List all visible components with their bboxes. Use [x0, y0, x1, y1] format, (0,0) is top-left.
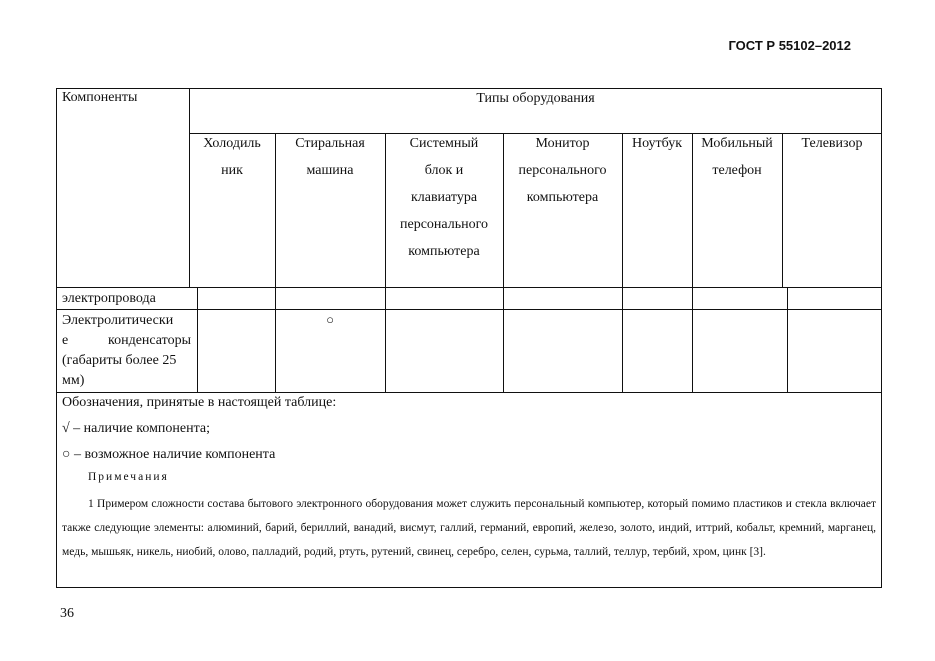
column-header-mobile-phone: Мобильный телефон: [701, 136, 773, 178]
table-rule: [503, 287, 504, 392]
column-header-tv: Телевизор: [801, 136, 863, 151]
table-rule: [56, 392, 882, 393]
column-header-laptop: Ноутбук: [631, 136, 683, 151]
table-rule: [197, 287, 198, 392]
column-header-refrigerator: Холодиль ник: [203, 136, 261, 178]
table-rule: [692, 287, 693, 392]
row-label-capacitors: Электролитически е конденсаторы (габариты более 25 мм): [62, 313, 191, 388]
column-header-system-unit: Системный блок и клавиатура персонального компьютера: [399, 136, 488, 259]
table-rule: [385, 287, 386, 392]
legend-intro: Обозначения, принятые в настоящей таблице:: [62, 395, 337, 410]
table-rule: [56, 287, 882, 288]
corner-header: Компоненты: [62, 90, 138, 105]
notes-title: Примечания: [88, 471, 169, 483]
document-code: ГОСТ Р 55102–2012: [728, 38, 851, 53]
legend-possible: ○ – возможное наличие компонента: [62, 447, 276, 462]
group-header: Типы оборудования: [476, 91, 595, 106]
column-header-washing-machine: Стиральная машина: [295, 136, 365, 178]
table-rule: [787, 287, 788, 392]
table-rule: [275, 287, 276, 392]
row-label-wires: электропровода: [62, 291, 156, 306]
page-number: 36: [60, 606, 74, 621]
cell-mark-washing-machine: ○: [326, 312, 334, 327]
table-rule: [189, 88, 190, 287]
column-header-monitor: Монитор персонального компьютера: [518, 136, 607, 205]
notes-text: 1 Примером сложности состава бытового электронного оборудования может служить персональный компьютер, который помимо пластиков и стекла включает также следующие элементы: алюминий, барий, бериллий, ванадий, висмут, галлий, германий, европий, железо, золото, индий, иттрий, кобальт, кремний, марганец, медь, мышьяк, никель, ниобий, олово, палладий, родий, ртуть, рутений, свинец, серебро, селен, сурьма, таллий, теллур, тербий, хром, цинк [3].: [62, 498, 876, 558]
table-rule: [622, 287, 623, 392]
table-rule: [56, 309, 882, 310]
legend-present: √ – наличие компонента;: [62, 421, 211, 436]
